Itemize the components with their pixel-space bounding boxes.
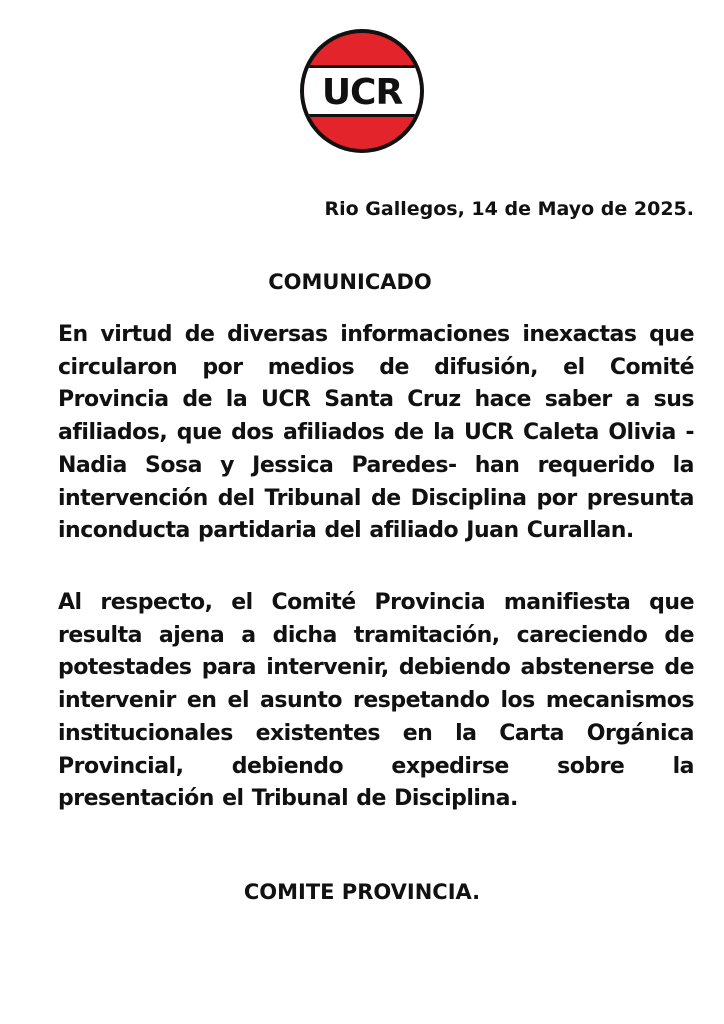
document-title: COMUNICADO: [268, 270, 432, 294]
signature: COMITE PROVINCIA.: [243, 880, 481, 904]
logo-text: UCR: [321, 72, 403, 113]
paragraph-1: En virtud de diversas informaciones inexactas que circularon por medios de difusión, el Comité Provincia de la UCR Santa Cruz hace saber a sus afiliados, que dos afiliados de la UCR Caleta Olivia -Nadia Sosa y Jessica Paredes- han requerido la intervención del Tribunal de Disciplina por presunta inconducta partidaria del afiliado Juan Curallan.: [58, 322, 694, 544]
ucr-logo: [298, 27, 426, 155]
place-date: Rio Gallegos, 14 de Mayo de 2025.: [324, 198, 694, 220]
paragraph-2: Al respecto, el Comité Provincia manifiesta que resulta ajena a dicha tramitación, careciendo de potestades para intervenir, debiendo abstenerse de intervenir en el asunto respetando los mecanismos institucionales existentes en la Carta Orgánica Provincial, debiendo expedirse sobre la presentación el Tribunal de Disciplina.: [58, 590, 694, 812]
ucr-logo-graphic: [298, 27, 426, 155]
